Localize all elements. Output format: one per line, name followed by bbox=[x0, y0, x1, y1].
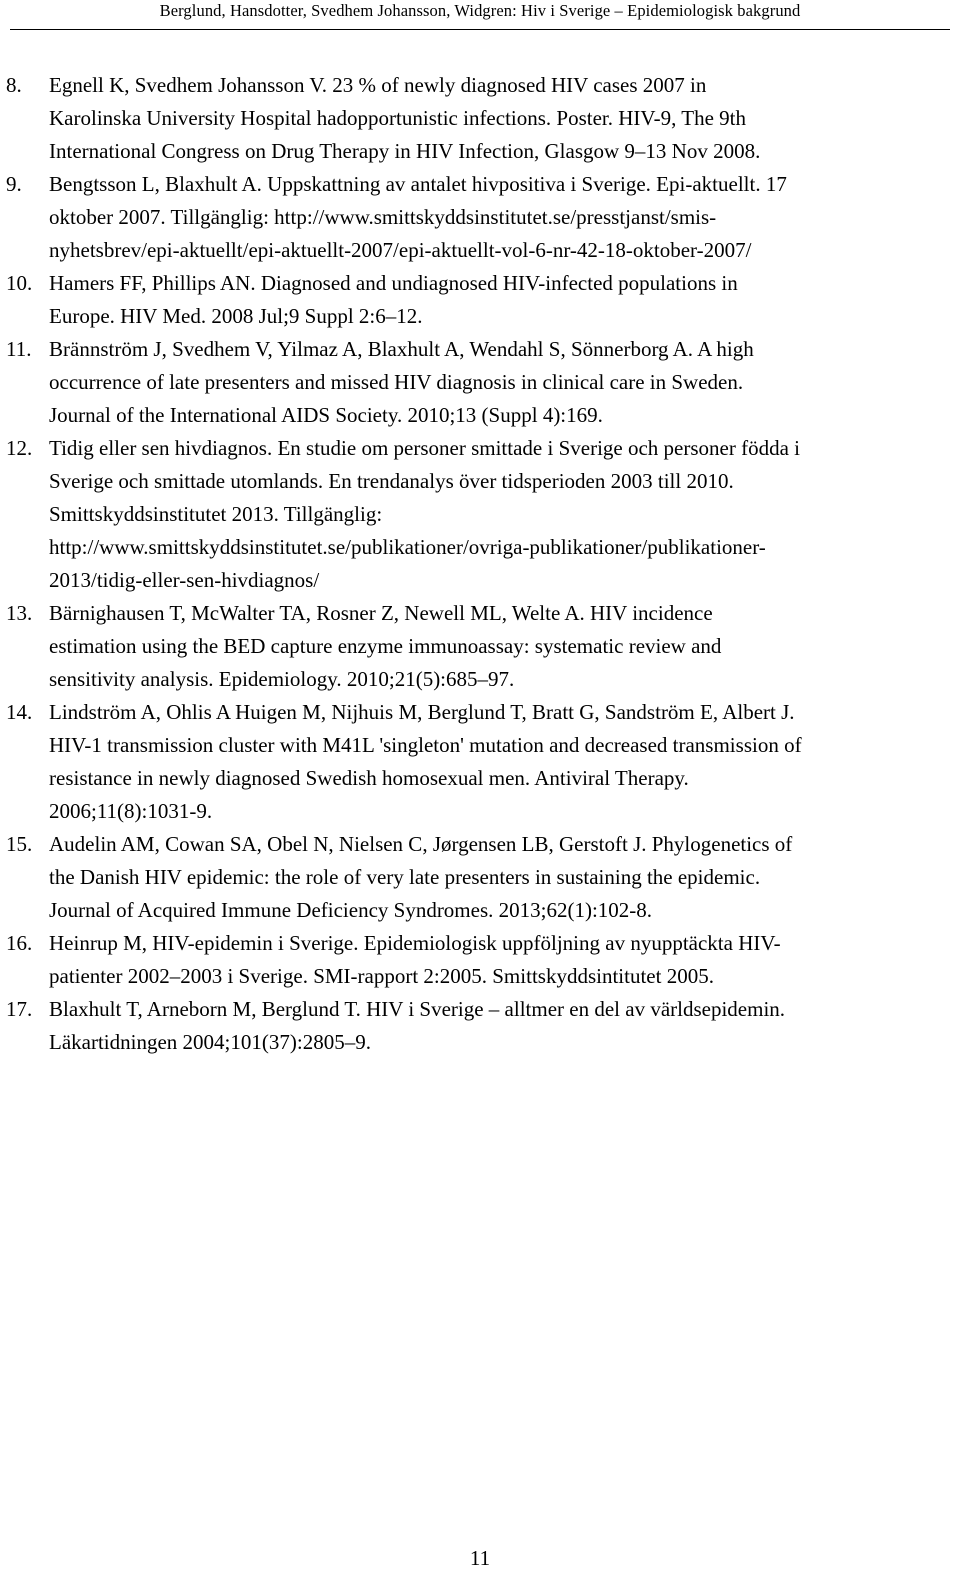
reference-item bbox=[0, 696, 960, 828]
reference-number: 12. bbox=[6, 436, 33, 460]
reference-text-line: Bengtsson L, Blaxhult A. Uppskattning av antalet hivpositiva i Sverige. Epi-aktuellt. 17 bbox=[49, 172, 787, 196]
reference-text-line: patienter 2002–2003 i Sverige. SMI-rapport 2:2005. Smittskyddsintitutet 2005. bbox=[49, 964, 714, 988]
reference-text-line: 2006;11(8):1031-9. bbox=[49, 799, 213, 823]
reference-item bbox=[0, 432, 960, 597]
reference-text-line: Sverige och smittade utomlands. En trendanalys över tidsperioden 2003 till 2010. bbox=[49, 469, 734, 493]
reference-text-line: Journal of Acquired Immune Deficiency Syndromes. 2013;62(1):102-8. bbox=[49, 898, 653, 922]
reference-number: 14. bbox=[6, 700, 33, 724]
reference-text-line: International Congress on Drug Therapy in HIV Infection, Glasgow 9–13 Nov 2008. bbox=[49, 139, 761, 163]
reference-text-line: the Danish HIV epidemic: the role of very late presenters in sustaining the epidemic. bbox=[49, 865, 761, 889]
reference-text-line: Journal of the International AIDS Society. 2010;13 (Suppl 4):169. bbox=[49, 403, 603, 427]
reference-text-line: 2013/tidig-eller-sen-hivdiagnos/ bbox=[49, 568, 320, 592]
reference-text-line: Heinrup M, HIV-epidemin i Sverige. Epidemiologisk uppföljning av nyupptäckta HIV- bbox=[49, 931, 781, 955]
reference-text-line: Blaxhult T, Arneborn M, Berglund T. HIV i Sverige – alltmer en del av världsepidemin. bbox=[49, 997, 786, 1021]
reference-text-line: http://www.smittskyddsinstitutet.se/publikationer/ovriga-publikationer/publikationer- bbox=[49, 535, 766, 559]
reference-number: 13. bbox=[6, 601, 33, 625]
reference-text-line: Brännström J, Svedhem V, Yilmaz A, Blaxhult A, Wendahl S, Sönnerborg A. A high bbox=[49, 337, 754, 361]
reference-text-line: Egnell K, Svedhem Johansson V. 23 % of newly diagnosed HIV cases 2007 in bbox=[49, 73, 707, 97]
page-number: 11 bbox=[469, 1546, 491, 1570]
reference-text-line: Tidig eller sen hivdiagnos. En studie om personer smittade i Sverige och personer födda i bbox=[49, 436, 800, 460]
reference-text-line: Bärnighausen T, McWalter TA, Rosner Z, Newell ML, Welte A. HIV incidence bbox=[49, 601, 713, 625]
reference-item bbox=[0, 69, 960, 168]
reference-text-line: estimation using the BED capture enzyme immunoassay: systematic review and bbox=[49, 634, 722, 658]
reference-number: 8. bbox=[6, 73, 22, 97]
running-header-text: Berglund, Hansdotter, Svedhem Johansson, Widgren: Hiv i Sverige – Epidemiologisk bakgrund bbox=[159, 1, 801, 20]
reference-number: 9. bbox=[6, 172, 22, 196]
reference-text-line: sensitivity analysis. Epidemiology. 2010;21(5):685–97. bbox=[49, 667, 515, 691]
reference-list bbox=[0, 69, 960, 1059]
reference-number: 16. bbox=[6, 931, 33, 955]
running-header bbox=[0, 0, 960, 40]
reference-text-line: Hamers FF, Phillips AN. Diagnosed and undiagnosed HIV-infected populations in bbox=[49, 271, 738, 295]
reference-text-line: Lindström A, Ohlis A Huigen M, Nijhuis M, Berglund T, Bratt G, Sandström E, Albert J. bbox=[49, 700, 795, 724]
reference-text-line: Audelin AM, Cowan SA, Obel N, Nielsen C, Jørgensen LB, Gerstoft J. Phylogenetics of bbox=[49, 832, 793, 856]
reference-text-line: Smittskyddsinstitutet 2013. Tillgänglig: bbox=[49, 502, 383, 526]
reference-item bbox=[0, 597, 960, 696]
reference-item bbox=[0, 993, 960, 1059]
reference-number: 11. bbox=[6, 337, 32, 361]
reference-item bbox=[0, 333, 960, 432]
reference-number: 15. bbox=[6, 832, 33, 856]
reference-number: 17. bbox=[6, 997, 33, 1021]
reference-text-line: Karolinska University Hospital hadopportunistic infections. Poster. HIV-9, The 9th bbox=[49, 106, 746, 130]
reference-text-line: occurrence of late presenters and missed HIV diagnosis in clinical care in Sweden. bbox=[49, 370, 744, 394]
reference-number: 10. bbox=[6, 271, 33, 295]
reference-item bbox=[0, 168, 960, 267]
reference-item bbox=[0, 828, 960, 927]
reference-text-line: Läkartidningen 2004;101(37):2805–9. bbox=[49, 1030, 371, 1054]
reference-text-line: resistance in newly diagnosed Swedish homosexual men. Antiviral Therapy. bbox=[49, 766, 689, 790]
header-divider bbox=[10, 29, 950, 30]
reference-text-line: nyhetsbrev/epi-aktuellt/epi-aktuellt-2007/epi-aktuellt-vol-6-nr-42-18-oktober-2007/ bbox=[49, 238, 752, 262]
reference-item bbox=[0, 927, 960, 993]
reference-text-line: HIV-1 transmission cluster with M41L 'singleton' mutation and decreased transmission of bbox=[49, 733, 802, 757]
reference-item bbox=[0, 267, 960, 333]
reference-text-line: oktober 2007. Tillgänglig: http://www.smittskyddsinstitutet.se/presstjanst/smis- bbox=[49, 205, 717, 229]
reference-text-line: Europe. HIV Med. 2008 Jul;9 Suppl 2:6–12. bbox=[49, 304, 423, 328]
